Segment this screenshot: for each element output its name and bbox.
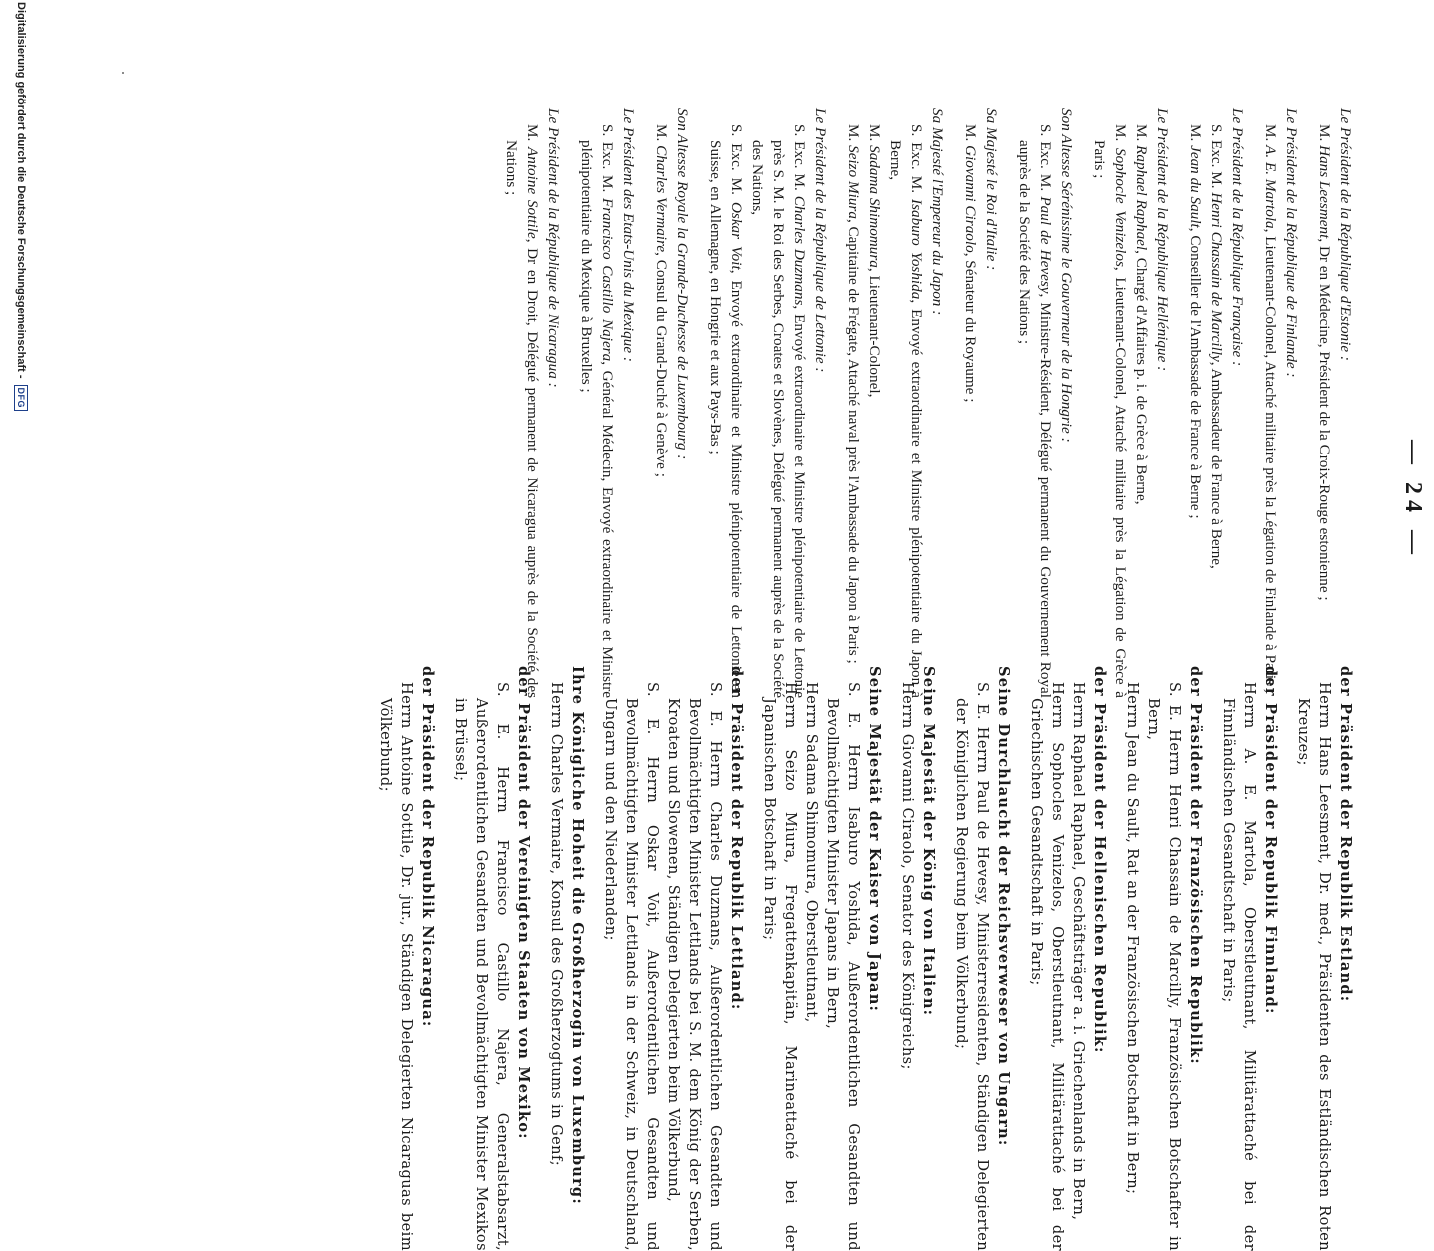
delegate-name: Charles Vermaire (653, 145, 670, 253)
delegate-line (1068, 666, 1089, 1251)
delegate-name: Charles Duzmans (791, 195, 808, 306)
dfg-logo-icon: DFG (14, 385, 28, 412)
delegate-line (1014, 108, 1056, 698)
delegate-line (747, 108, 810, 698)
delegate-post: , Chargé d'Affaires p. i. de Grèce à Berne, (1133, 250, 1150, 505)
delegate-post: , Envoyé extraordinaire et Ministre plénipotentiaire de Lettonie près S. M. le Roi des Serbes, Croates et Slovènes, Délégué permanent auprès de la Société des Nations, (749, 140, 808, 699)
party-heading: Sa Majesté l'Empereur du Japon : (929, 108, 946, 316)
party-entry (843, 108, 948, 698)
footer-text: Digitalisierung gefördert durch die Deutsche Forschungsgemeinschaft - (15, 2, 27, 379)
delegate-line (1293, 666, 1335, 1251)
delegate-post: , Dr en Droit, Délégué permanent de Nicaragua auprès de la Société des Nations ; (503, 140, 541, 698)
delegate-post: , Sénateur du Royaume ; (962, 252, 979, 403)
delegate-name: Giovanni Ciraolo (962, 145, 979, 253)
party-entry (450, 666, 534, 1251)
party-entry (1122, 666, 1206, 1251)
delegate-name: Giovanni Ciraolo (899, 733, 916, 865)
party-entry (897, 666, 939, 1251)
german-column (363, 666, 1356, 1251)
party-heading: der Präsident der Vereinigten Staaten von Mexiko: (515, 666, 532, 1140)
delegate-name: Antoine Sottile (524, 146, 541, 239)
delegate-name: Seizo Miura (845, 145, 862, 219)
delegate-name: Seizo Miura (782, 749, 799, 859)
delegate-pre: S. E. Herrn (644, 682, 661, 825)
delegate-pre: M. (1262, 124, 1279, 146)
delegate-line (450, 666, 513, 1251)
delegate-post: , Oberstleutnant, Militärattaché bei der Griechischen Gesandtschaft in Paris; (1028, 698, 1066, 1251)
delegate-pre: M. (653, 124, 670, 146)
delegate-post: , Rat an der Französischen Botschaft in Bern; (1124, 838, 1141, 1195)
party-heading: Le Président de la République de Nicaragua : (545, 108, 562, 388)
delegate-post: , Oberstleutnant, Militärattaché bei der Finnländischen Gesandtschaft in Paris; (1220, 698, 1258, 1251)
party-entry (1014, 108, 1077, 698)
delegate-line (1026, 666, 1068, 1251)
delegate-pre: Herrn (1124, 682, 1141, 734)
delegate-post: , Außerordentlichen Gesandten und Bevollmächtigten Minister Lettlands bei S. M. dem König der Serben, Kroaten und Slowenen, Ständigen Delegierten beim Völkerbund, (665, 698, 724, 1251)
delegate-pre: S. E. Herrn (707, 682, 724, 802)
delegate-name: Sophocle Venizelos (1112, 147, 1129, 267)
delegate-name: Isaburo Yoshida (908, 199, 925, 300)
delegate-post: , Außerordentlichen Gesandten und Bevollmächtigten Minister Japans in Bern, (824, 698, 862, 1251)
delegate-pre: S. Exc. M. (1037, 124, 1054, 197)
delegate-line (885, 108, 927, 698)
delegate-pre: M. (962, 124, 979, 146)
delegate-pre: S. Exc. M. (1208, 124, 1225, 193)
party-heading: Seine Durchlaucht der Reichsverweser von Ungarn: (995, 666, 1012, 1147)
delegate-name: Henri Chassain de Marcilly (1208, 192, 1225, 362)
party-heading: Seine Majestät der König von Italien: (920, 666, 937, 1017)
delegate-post: , Capitaine de Frégate, Attaché naval près l'Ambassade du Japon à Paris ; (845, 218, 862, 664)
delegate-name: Sophocles Venizelos (1049, 742, 1066, 908)
party-entry (576, 108, 639, 698)
delegate-pre: S. Exc. M. (908, 124, 925, 200)
footer (14, 2, 28, 1002)
party-heading: der Präsident der Hellenischen Republik: (1091, 666, 1108, 1054)
delegate-pre: Herrn (398, 682, 415, 736)
delegate-name: Sadama Shimomura (803, 733, 820, 890)
delegate-name: Isaburo Yoshida (845, 806, 862, 941)
delegate-pre: Herrn (1049, 682, 1066, 743)
delegate-name: Jean du Sault (1187, 145, 1204, 228)
party-heading: der Präsident der Republik Lettland: (728, 666, 745, 1011)
party-heading: Le Président de la République Française : (1229, 108, 1246, 367)
delegate-pre: Herrn (548, 682, 565, 734)
delegate-name: Hans Leesment (1316, 736, 1333, 860)
party-heading: Le Président de la République Hellénique : (1154, 108, 1171, 372)
delegate-line (663, 666, 726, 1251)
delegate-name: Jean du Sault (1124, 733, 1141, 839)
delegate-pre: M. (1316, 124, 1333, 146)
delegate-name: Hans Leesment (1316, 145, 1333, 239)
scan-speck (122, 72, 124, 74)
delegate-line (1260, 108, 1281, 698)
delegate-name: Henri Chassain de Marcilly (1166, 784, 1183, 1005)
delegate-name: Charles Duzmans (707, 801, 724, 947)
party-heading: Sa Majesté le Roi d'Italie : (983, 108, 1000, 271)
delegate-post: , Conseiller de l'Ambassade de France à Berne ; (1187, 227, 1204, 519)
delegate-post: , Französischen Botschafter in Bern, (1145, 698, 1183, 1251)
delegate-line (951, 666, 993, 1251)
party-heading: Son Altesse Royale la Grande-Duchesse de Luxembourg : (674, 108, 691, 460)
delegate-line (801, 666, 822, 1251)
delegate-pre: Herrn (782, 682, 799, 750)
party-heading: der Präsident der Republik Estland: (1337, 666, 1354, 1003)
delegate-name: Francisco Castillo Najera (494, 839, 511, 1082)
party-heading: der Präsident der Französischen Republik: (1187, 666, 1204, 1065)
party-entry (705, 108, 831, 698)
delegate-line (759, 666, 801, 1251)
delegate-pre: S. E. Herrn (845, 682, 862, 807)
party-entry (1089, 108, 1173, 698)
delegate-pre: M. (845, 124, 862, 146)
party-entry (546, 666, 588, 1251)
delegate-pre: M. (1112, 124, 1129, 148)
delegate-name: Francisco Castillo Najera (599, 197, 616, 362)
delegate-name: Paul de Hevesy (1037, 196, 1054, 294)
party-entry (375, 666, 438, 1251)
delegate-line (1314, 108, 1335, 698)
party-heading: Seine Majestät der Kaiser von Japan: (866, 666, 883, 1013)
delegate-line (960, 108, 981, 698)
delegate-name: Antoine Sottile (398, 735, 415, 854)
party-heading: Le Président de la République de Finlande : (1283, 108, 1300, 378)
delegate-name: Charles Vermaire (548, 733, 565, 870)
party-heading: Ihre Königliche Hoheit die Großherzogin von Luxemburg: (569, 666, 586, 1205)
delegate-line (1218, 666, 1260, 1251)
party-entry (651, 108, 693, 698)
delegate-line (897, 666, 918, 1251)
delegate-line (1185, 108, 1206, 698)
party-heading: Le Président de la République d'Estonie : (1337, 108, 1354, 361)
delegate-pre: S. Exc. M. (599, 124, 616, 198)
delegate-post: , Fregattenkapitän, Marineattaché bei der Japanischen Botschaft in Paris; (761, 698, 799, 1251)
party-entry (1218, 666, 1281, 1251)
party-entry (1314, 108, 1356, 698)
delegate-post: , Général Médecin, Envoyé extraordinaire et Ministre plénipotentiaire du Mexique à Bruxelles ; (578, 140, 616, 698)
delegate-post: , Consul du Grand-Duché à Genève ; (653, 252, 670, 477)
party-heading: Le Président de la République de Lettonie : (812, 108, 829, 373)
party-heading: Le Président des Etats-Unis du Mexique : (620, 108, 637, 362)
delegate-post: , Lieutenant-Colonel, (866, 267, 883, 398)
delegate-name: Oskar Voit (728, 201, 745, 270)
delegate-pre: S. E. Herrn (494, 682, 511, 840)
delegate-name: A. E. Martola (1241, 748, 1258, 882)
delegate-post: , Oberstleutnant, (803, 889, 820, 1023)
delegate-pre: S. Exc. M. (728, 124, 745, 202)
delegate-post: , Lieutenant-Colonel, Attaché militaire près la Légation de Finlande à Paris ; (1262, 228, 1279, 693)
party-heading: der Präsident der Republik Finnland: (1262, 666, 1279, 1015)
party-entry (960, 108, 1002, 698)
delegate-post: , Senator des Königreichs; (899, 864, 916, 1070)
french-column (489, 108, 1356, 698)
delegate-line (600, 666, 663, 1251)
delegate-post: , Envoyé extraordinaire et Ministre plénipotentiaire de Lettonie en Suisse, en Allemagne, en Hongrie et aux Pays-Bas ; (707, 140, 745, 699)
delegate-line (1143, 666, 1185, 1251)
delegate-post: , Dr. jur., Ständigen Delegierten Nicaraguas beim Völkerbund; (377, 698, 415, 1251)
delegate-line (546, 666, 567, 1251)
delegate-pre: Herrn (1070, 682, 1087, 734)
delegate-line (1122, 666, 1143, 1251)
delegate-name: Paul de Hevesy (974, 780, 991, 901)
party-heading: Son Altesse Sérénissime le Gouverneur de la Hongrie : (1058, 108, 1075, 443)
party-entry (600, 666, 747, 1251)
party-entry (759, 666, 885, 1251)
delegate-pre: M. (1187, 124, 1204, 146)
delegate-line (375, 666, 417, 1251)
delegate-pre: S. E. Herrn (1166, 682, 1183, 785)
party-entry (1260, 108, 1302, 698)
delegate-name: Raphael Raphael (1070, 733, 1087, 866)
delegate-pre: S. Exc. M. (791, 124, 808, 196)
delegate-post: , Konsul des Großherzogtums in Genf; (548, 869, 565, 1167)
delegate-pre: Herrn (899, 682, 916, 734)
delegate-post: , Lieutenant-Colonel, Attaché militaire près la Légation de Grèce à Paris ; (1091, 140, 1129, 698)
delegate-pre: S. E. Herrn (974, 682, 991, 781)
delegate-pre: Herrn (803, 682, 820, 734)
delegate-post: , Dr. med., Präsidenten des Estländischen Roten Kreuzes; (1295, 698, 1333, 1251)
delegate-pre: Herrn (1241, 682, 1258, 749)
delegate-post: , Envoyé extraordinaire et Ministre plénipotentiaire du Japon à Berne, (887, 140, 925, 699)
delegate-line (705, 108, 747, 698)
delegate-pre: M. (524, 124, 541, 147)
party-entry (1026, 666, 1110, 1251)
delegate-post: , Ministerresidenten, Ständigen Delegierten der Königlichen Regierung beim Völkerbund; (953, 698, 991, 1251)
delegate-line (864, 108, 885, 698)
party-entry (1185, 108, 1248, 698)
party-entry (1293, 666, 1356, 1251)
delegate-post: , Außerordentlichen Gesandten und Bevollmächtigten Minister Lettlands in der Schweiz, in Deutschland, Ungarn und den Niederlanden; (602, 698, 661, 1251)
delegate-line (651, 108, 672, 698)
delegate-line (576, 108, 618, 698)
delegate-line (822, 666, 864, 1251)
delegate-pre: M. (1133, 124, 1150, 146)
delegate-post: , Generalstabsarzt, Außerordentlichen Gesandten und Bevollmächtigten Minister Mexikos in Brüssel; (452, 698, 511, 1251)
delegate-pre: Herrn (1316, 682, 1333, 737)
delegate-line (843, 108, 864, 698)
delegate-post: , Dr en Médecine, Président de la Croix-Rouge estonienne ; (1316, 238, 1333, 601)
party-entry (501, 108, 564, 698)
delegate-line (1089, 108, 1131, 698)
delegate-name: A. E. Martola (1262, 145, 1279, 229)
delegate-post: , Ministre-Résident, Délégué permanent du Gouvernement Royal auprès de la Société des Nations ; (1016, 140, 1054, 698)
delegate-name: Raphael Raphael (1133, 145, 1150, 251)
page-number: — 24 — (1400, 440, 1426, 560)
delegate-post: , Ambassadeur de France à Berne, (1208, 361, 1225, 569)
delegate-name: Oskar Voit (644, 824, 661, 923)
delegate-line (1131, 108, 1152, 698)
party-entry (951, 666, 1014, 1251)
delegate-name: Sadama Shimomura (866, 145, 883, 268)
delegate-pre: M. (866, 124, 883, 146)
delegate-post: , Geschäftsträger a. i. Griechenlands in Bern, (1070, 865, 1087, 1221)
party-heading: der Präsident der Republik Nicaragua: (419, 666, 436, 1028)
delegate-line (1206, 108, 1227, 698)
delegate-line (501, 108, 543, 698)
